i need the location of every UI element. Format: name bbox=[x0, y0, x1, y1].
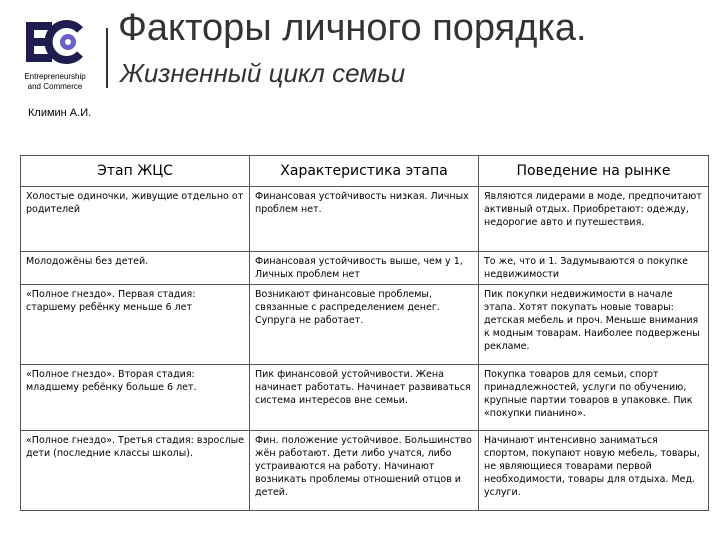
cell-stage: «Полное гнездо». Третья стадия: взрослые дети (последние классы школы). bbox=[21, 431, 250, 511]
logo-caption-line2: and Commerce bbox=[27, 82, 83, 91]
logo-caption-line1: Entrepreneurship bbox=[24, 72, 86, 81]
family-life-cycle-table bbox=[20, 155, 709, 511]
logo-caption bbox=[10, 72, 100, 92]
logo bbox=[10, 18, 100, 98]
header-divider bbox=[106, 28, 108, 88]
table-row bbox=[21, 252, 709, 285]
cell-behavior: Покупка товаров для семьи, спорт принадлежностей, услуги по обучению, крупные партии товаров в упаковке. Пик «покупки пианино». bbox=[479, 365, 709, 431]
cell-characteristic: Фин. положение устойчивое. Большинство жён работают. Дети либо учатся, либо устраиваются на работу. Начинают возникать проблемы отношений отцов и детей. bbox=[250, 431, 479, 511]
header-characteristic: Характеристика этапа bbox=[250, 156, 479, 187]
cell-behavior: Пик покупки недвижимости в начале этапа. Хотят покупать новые товары: детская мебель и проч. Меньше внимания к модным товарам. Наиболее подвержены рекламе. bbox=[479, 285, 709, 365]
ec-logo-icon bbox=[24, 18, 86, 66]
page-title: Факторы личного порядка. bbox=[118, 7, 587, 49]
cell-characteristic: Финансовая устойчивость выше, чем у 1, Личных проблем нет bbox=[250, 252, 479, 285]
cell-stage: Молодожёны без детей. bbox=[21, 252, 250, 285]
table-row bbox=[21, 187, 709, 252]
cell-stage: Холостые одиночки, живущие отдельно от родителей bbox=[21, 187, 250, 252]
cell-behavior: Являются лидерами в моде, предпочитают активный отдых. Приобретают: одежду, недорогие авто и путешествия. bbox=[479, 187, 709, 252]
cell-characteristic: Финансовая устойчивость низкая. Личных проблем нет. bbox=[250, 187, 479, 252]
header-behavior: Поведение на рынке bbox=[479, 156, 709, 187]
table-row bbox=[21, 365, 709, 431]
cell-stage: «Полное гнездо». Первая стадия: старшему ребёнку меньше 6 лет bbox=[21, 285, 250, 365]
author-name: Климин А.И. bbox=[28, 107, 92, 119]
table-row bbox=[21, 285, 709, 365]
cell-characteristic: Пик финансовой устойчивости. Жена начинает работать. Начинает развиваться система интересов вне семьи. bbox=[250, 365, 479, 431]
header-stage: Этап ЖЦС bbox=[21, 156, 250, 187]
cell-behavior: То же, что и 1. Задумываются о покупке недвижимости bbox=[479, 252, 709, 285]
cell-characteristic: Возникают финансовые проблемы, связанные с распределением денег. Супруга не работает. bbox=[250, 285, 479, 365]
cell-stage: «Полное гнездо». Вторая стадия: младшему ребёнку больше 6 лет. bbox=[21, 365, 250, 431]
table-header-row bbox=[21, 156, 709, 187]
cell-behavior: Начинают интенсивно заниматься спортом, покупают новую мебель, товары, не являющиеся товарами первой необходимости, товары для отдыха. Мед. услуги. bbox=[479, 431, 709, 511]
page-subtitle: Жизненный цикл семьи bbox=[120, 58, 406, 88]
table-row bbox=[21, 431, 709, 511]
